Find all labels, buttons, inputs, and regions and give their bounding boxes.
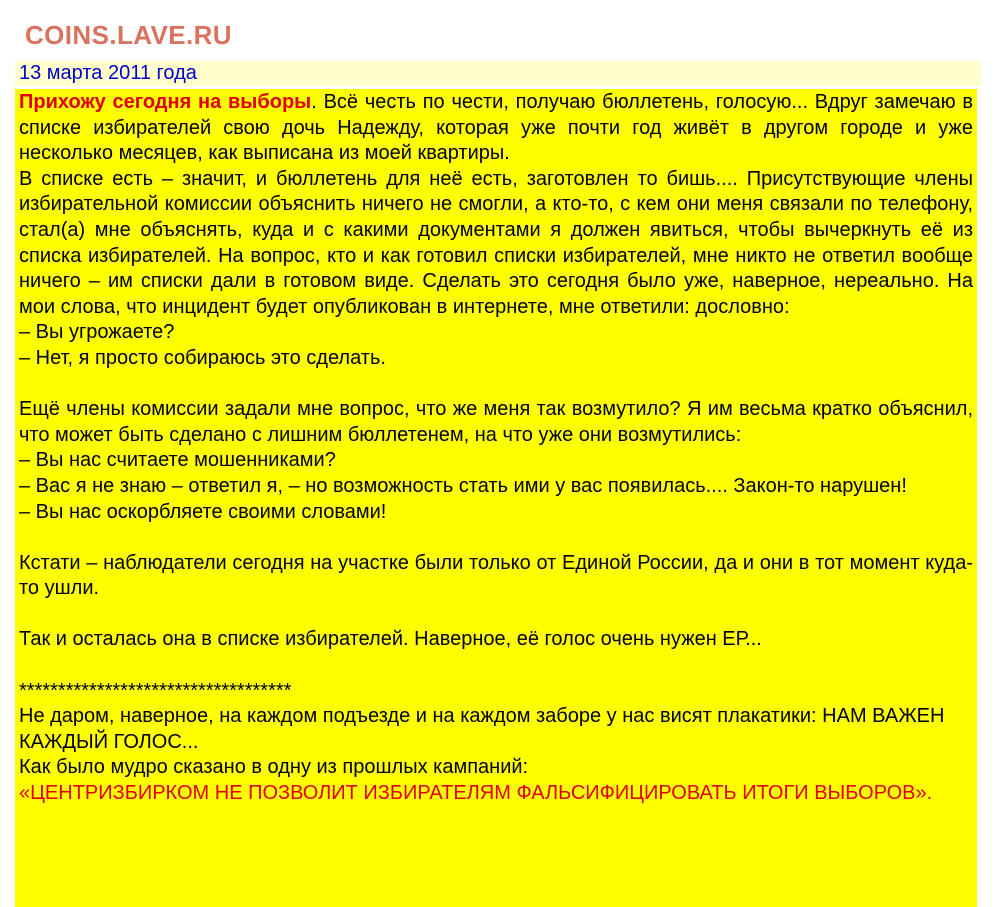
intro-text: . Всё честь по чести, получаю бюллетень, голосую... Вдруг замечаю в списке избирателей свою дочь Надежду, которая уже почти год живёт в другом городе и уже несколько месяцев, как выписана из моей квартиры. (19, 91, 974, 165)
dialogue-line: – Вы угрожаете? (19, 321, 175, 344)
paragraph-quote (19, 781, 973, 807)
separator: *********************************** (19, 679, 292, 702)
paragraph-commission: Ещё члены комиссии задали мне вопрос, что же меня так возмутило? Я им весьма кратко объяснил, что может быть сделано с лишним бюллетенем, на что уже они возмутились: (19, 398, 973, 446)
paragraph-list: В списке есть – значит, и бюллетень для неё есть, заготовлен то бишь.... Присутствующие члены избирательной комиссии объяснить ничего не смогли, а кто-то, с кем они меня связали по телефону, стал(а) мне объяснять, куда и с какими документами я должен явиться, чтобы вычеркнуть её из списка избирателей. На вопрос, кто и как готовил списки избирателей, мне никто не ответил вообще ничего – им списки дали в готовом виде. Сделать это сегодня было уже, наверное, нереально. На мои слова, что инцидент будет опубликован в интернете, мне ответили: дословно: (19, 167, 973, 318)
post-body (15, 89, 977, 907)
dialogue-line: – Вы нас оскорбляете своими словами! (19, 500, 387, 523)
dialogue-line: – Нет, я просто собираюсь это сделать. (19, 346, 386, 369)
post-title: Прихожу сегодня на выборы (19, 91, 312, 113)
paragraph-observers: Кстати – наблюдатели сегодня на участке были только от Единой России, да и они в тот момент куда-то ушли. (19, 551, 973, 600)
quote-end: . (926, 782, 933, 805)
site-logo[interactable]: COINS.LAVE.RU (25, 20, 232, 50)
paragraph-intro (19, 90, 973, 167)
dialogue-line: – Вас я не знаю – ответил я, – но возможность стать ими у вас появилась.... Закон-то нарушен! (19, 474, 907, 497)
paragraph-posters: Не даром, наверное, на каждом подъезде и на каждом заборе у нас висят плакатики: НАМ ВАЖЕН КАЖДЫЙ ГОЛОС... (19, 705, 945, 753)
dialogue-line: – Вы нас считаете мошенниками? (19, 449, 336, 472)
cec-quote: «ЦЕНТРИЗБИРКОМ НЕ ПОЗВОЛИТ ИЗБИРАТЕЛЯМ ФАЛЬСИФИЦИРОВАТЬ ИТОГИ ВЫБОРОВ» (19, 782, 927, 805)
post-date: 13 марта 2011 года (15, 61, 981, 86)
paragraph-conclusion: Так и осталась она в списке избирателей. Наверное, её голос очень нужен ЕР... (19, 628, 762, 651)
paragraph-campaign: Как было мудро сказано в одну из прошлых кампаний: (19, 756, 529, 779)
